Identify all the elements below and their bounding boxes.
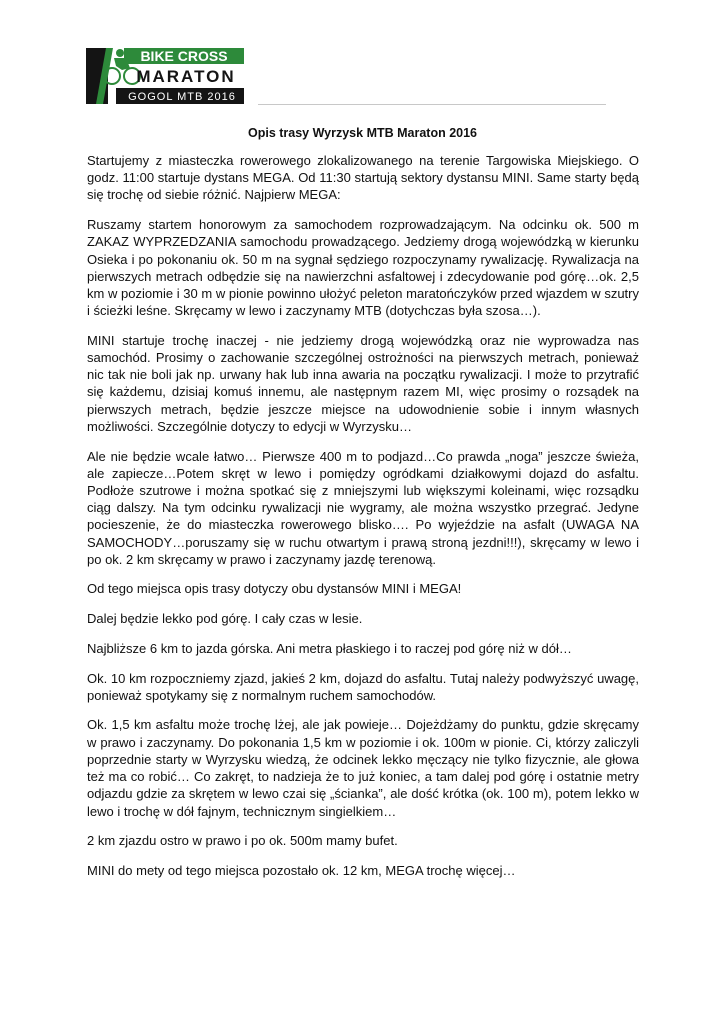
logo-graphic — [86, 46, 246, 106]
paragraph: Dalej będzie lekko pod górę. I cały czas w lesie. — [87, 611, 363, 627]
document-title: Opis trasy Wyrzysk MTB Maraton 2016 — [247, 126, 478, 140]
document-body — [87, 152, 639, 892]
logo-line-3: GOGOL MTB 2016 — [128, 91, 236, 103]
paragraph: Startujemy z miasteczka rowerowego zlokalizowanego na terenie Targowiska Miejskiego. O godz. 11:00 startuje dystans MEGA. Od 11:30 startują sektory dystansu MINI. Same starty będą się trochę od siebie różnić. Najpierw MEGA: — [87, 153, 639, 203]
logo-line-1: BIKE CROSS — [140, 48, 228, 64]
paragraph: Najbliższe 6 km to jazda górska. Ani metra płaskiego i to raczej pod górę niż w dół… — [87, 640, 572, 656]
paragraph: Ok. 1,5 km asfaltu może trochę lżej, ale jak powieje… Dojeżdżamy do punktu, gdzie skręcamy w prawo i zaczynamy. Do pokonania 1,5 km w poziomie i ok. 100m w pionie. Ci, którzy zaliczyli poprzednie starty w Wyrzysku wiedzą, że odcinek lekko męczący nie tylko fizycznie, ale głowa też ma co robić… Co zakręt, to nadzieja że to już koniec, a tam dalej pod górę i ostatnie metry odjazdu gdzie za skrętem w lewo czai się „ścianka”, ale dość krótka (ok. 100 m), potem lekko w lewo i trochę w dół fajnym, technicznym singielkiem… — [87, 717, 639, 819]
event-logo — [86, 46, 246, 106]
paragraph: Ok. 10 km rozpoczniemy zjazd, jakieś 2 km, dojazd do asfaltu. Tutaj należy podwyższyć uwagę, ponieważ spotykamy się z normalnym ruchem samochodów. — [87, 670, 639, 703]
logo-line-2: MARATON — [136, 67, 236, 86]
paragraph: MINI startuje trochę inaczej - nie jedziemy drogą wojewódzką oraz nie wyprowadza nas samochód. Prosimy o zachowanie szczególnej ostrożności na pierwszych metrach, ponieważ nic tak nie boli jak np. urwany hak lub inna awaria na początku rywalizacji. I może to przytrafić się każdemu, dzisiaj komuś innemu, ale następnym razem MI, więc prosimy o rozsądek na pierwszych metrach, będzie jeszcze miejsce na udowodnienie sobie i innym własnych możliwości. Szczególnie dotyczy to edycji w Wyrzysku… — [87, 332, 639, 434]
header-divider — [258, 104, 606, 105]
paragraph: 2 km zjazdu ostro w prawo i po ok. 500m mamy bufet. — [87, 833, 398, 849]
paragraph: Od tego miejsca opis trasy dotyczy obu dystansów MINI i MEGA! — [87, 581, 462, 597]
paragraph: MINI do mety od tego miejsca pozostało ok. 12 km, MEGA trochę więcej… — [87, 862, 516, 878]
paragraph: Ale nie będzie wcale łatwo… Pierwsze 400 m to podjazd…Co prawda „noga” jeszcze świeża, ale zapiecze…Potem skręt w lewo i pomiędzy ogródkami działkowymi dojazd do asfaltu. Podłoże szutrowe i można spotkać się z mniejszymi lub większymi koleinami, więc rozsądku ciąg dalszy. Na tym odcinku rywalizacji nie wygramy, ale można wszystko przegrać. Jedyne pocieszenie, że do miasteczka rowerowego blisko…. Po wyjeździe na asfalt (UWAGA NA SAMOCHODY…poruszamy się w ruchu otwartym i prawą stroną jezdni!!!), skręcamy w lewo i po ok. 2 km skręcamy w prawo i zaczynamy jazdę terenową. — [87, 448, 639, 567]
paragraph: Ruszamy startem honorowym za samochodem rozprowadzającym. Na odcinku ok. 500 m ZAKAZ WYPRZEDZANIA samochodu prowadzącego. Jedziemy drogą wojewódzką w kierunku Osieka i po pokonaniu ok. 50 m na sygnał sędziego rozpoczynamy rywalizację. Rywalizacja na pierwszych metrach odbędzie się na nawierzchni asfaltowej i zdecydowanie pod górę…ok. 2,5 km w poziomie i 30 m w pionie powinno ułożyć peleton maratończyków przed wjazdem w szutry i ścieżki leśne. Skręcamy w lewo i zaczynamy MTB (dotychczas była szosa…). — [87, 217, 639, 319]
